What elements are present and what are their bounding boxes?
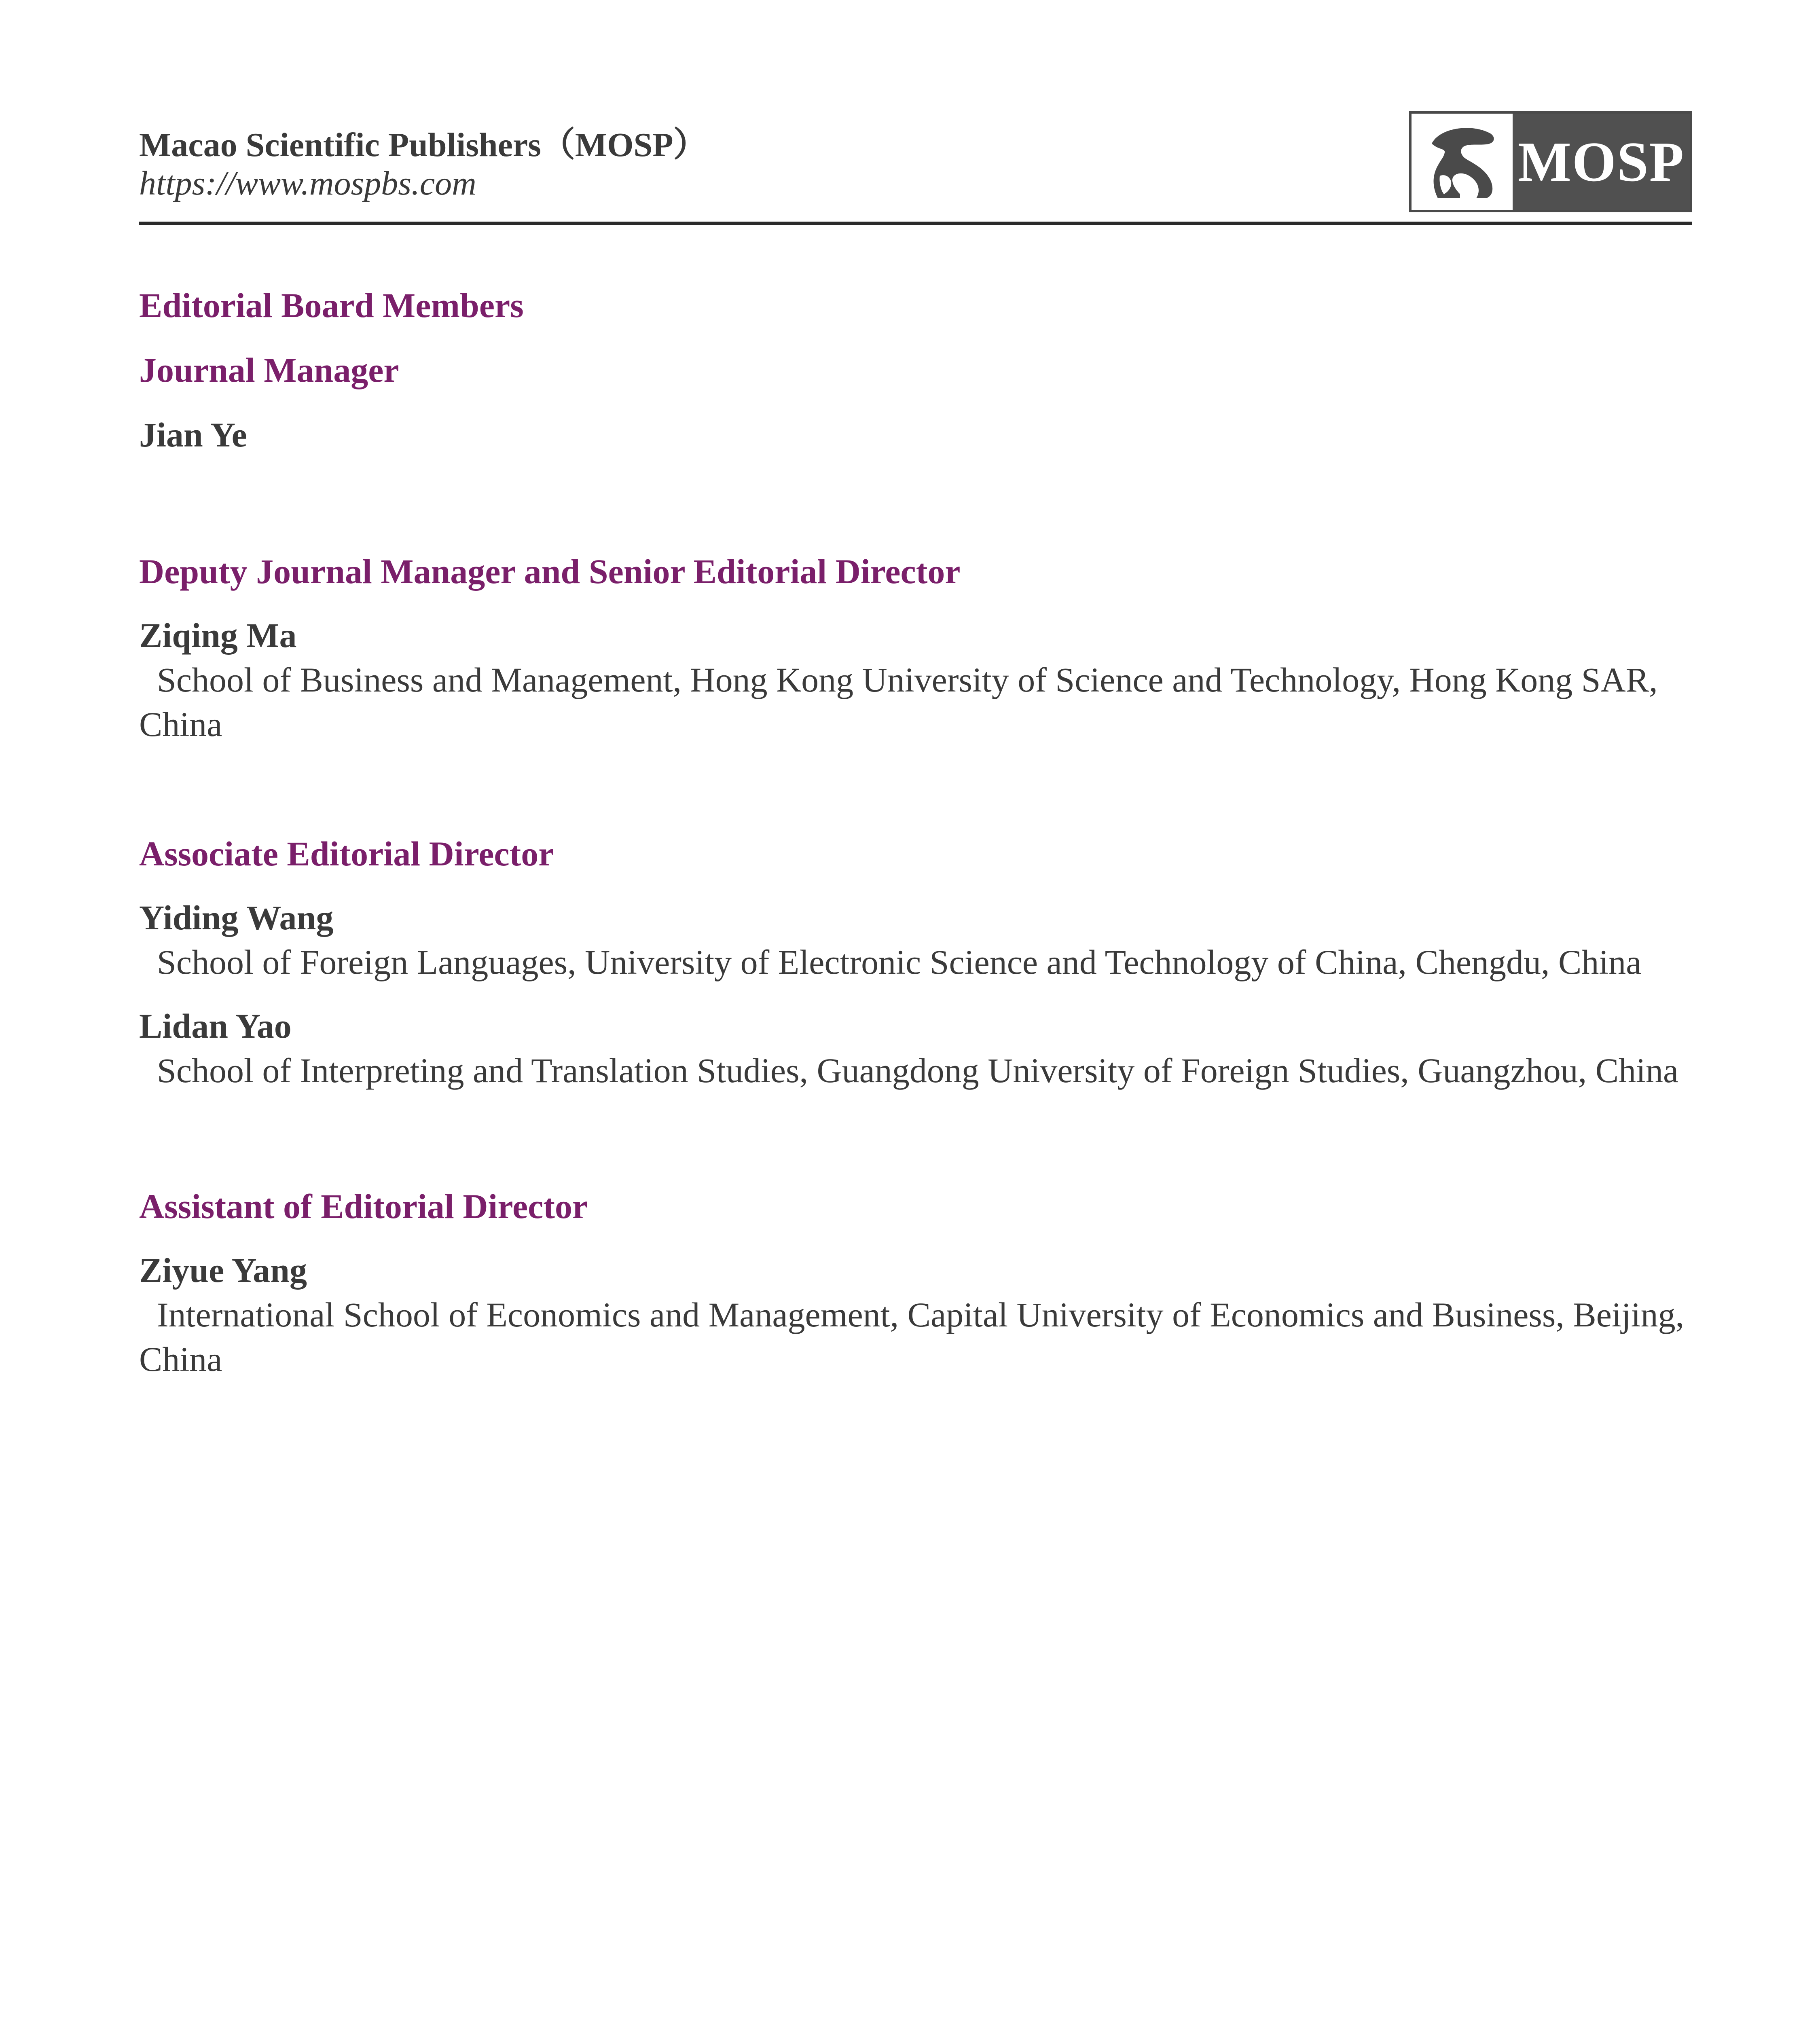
member-name: Yiding Wang: [139, 898, 334, 937]
emblem-graphic: [1416, 115, 1509, 208]
section-spacer: [139, 1093, 1692, 1184]
publisher-url[interactable]: https://www.mospbs.com: [139, 165, 476, 202]
member-name: Ziyue Yang: [139, 1251, 307, 1290]
logo-text: MOSP: [1517, 130, 1685, 193]
role-associate-editorial-director: Associate Editorial Director: [139, 834, 554, 873]
publisher-name: Macao Scientific Publishers（MOSP）: [139, 126, 707, 164]
mosp-logo: [1409, 111, 1692, 212]
member-affiliation: School of Foreign Languages, University of Electronic Science and Technology of China, Chengdu, China: [157, 943, 1642, 981]
editorial-board-content: [139, 283, 1692, 1381]
member-name: Jian Ye: [139, 415, 247, 454]
member-affiliation: School of Business and Management, Hong Kong University of Science and Technology, Hong Kong SAR, China: [139, 660, 1658, 744]
board-title: Editorial Board Members: [139, 286, 524, 325]
logo-text-box: [1513, 114, 1690, 210]
section-spacer: [139, 457, 1692, 549]
member-name: Ziqing Ma: [139, 616, 297, 655]
publisher-emblem-icon: [1412, 114, 1513, 210]
header-divider: [139, 222, 1692, 225]
member-affiliation: School of Interpreting and Translation Studies, Guangdong University of Foreign Studies, Guangzhou, China: [157, 1051, 1679, 1090]
section-spacer: [139, 747, 1692, 831]
member-name: Lidan Yao: [139, 1007, 292, 1045]
member-affiliation: International School of Economics and Management, Capital University of Economics and Business, Beijing, China: [139, 1295, 1685, 1379]
role-journal-manager: Journal Manager: [139, 351, 399, 389]
page-header: [139, 109, 1692, 222]
role-deputy-journal-manager: Deputy Journal Manager and Senior Editorial Director: [139, 552, 961, 591]
role-assistant-editorial-director: Assistant of Editorial Director: [139, 1187, 588, 1226]
